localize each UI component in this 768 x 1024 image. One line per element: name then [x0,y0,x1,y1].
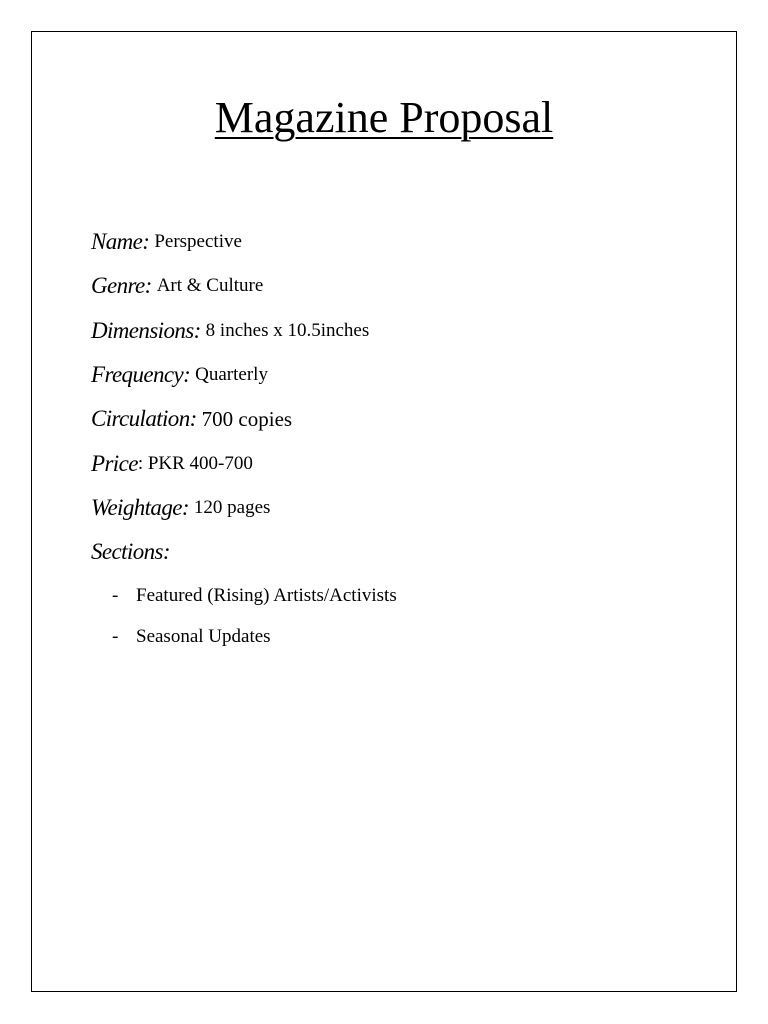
field-circulation-value: 700 copies [201,406,293,431]
field-price [91,441,711,485]
field-price-value: : PKR 400-700 [137,452,253,474]
list-item [112,616,397,657]
field-price-label: Price [91,450,138,476]
field-sections [91,530,711,574]
field-weightage [91,486,711,530]
field-frequency [91,353,711,397]
list-item-text: Featured (Rising) Artists/Activists [136,584,397,606]
field-dimensions-value: 8 inches x 10.5inches [205,319,370,341]
page-title [0,92,768,144]
field-dimensions [91,309,711,353]
list-item [112,575,397,616]
field-name-value: Perspective [154,231,242,253]
list-item-text: Seasonal Updates [136,625,271,647]
field-circulation-label: Circulation: [91,406,197,432]
field-genre-label: Genre: [91,273,152,299]
field-frequency-label: Frequency: [91,362,191,388]
field-weightage-label: Weightage: [91,494,189,520]
field-sections-label: Sections: [91,539,170,565]
field-circulation [91,397,711,441]
list-bullet: - [112,625,119,647]
page-title-text: Magazine Proposal [214,93,554,142]
proposal-fields [91,220,711,574]
field-frequency-value: Quarterly [195,364,268,386]
sections-list [112,575,397,657]
field-dimensions-label: Dimensions: [91,317,201,343]
field-genre-value: Art & Culture [156,275,264,297]
field-weightage-value: 120 pages [193,496,271,518]
list-bullet: - [112,584,119,606]
field-name-label: Name: [91,229,150,255]
field-name [91,220,711,264]
field-genre [91,264,711,308]
